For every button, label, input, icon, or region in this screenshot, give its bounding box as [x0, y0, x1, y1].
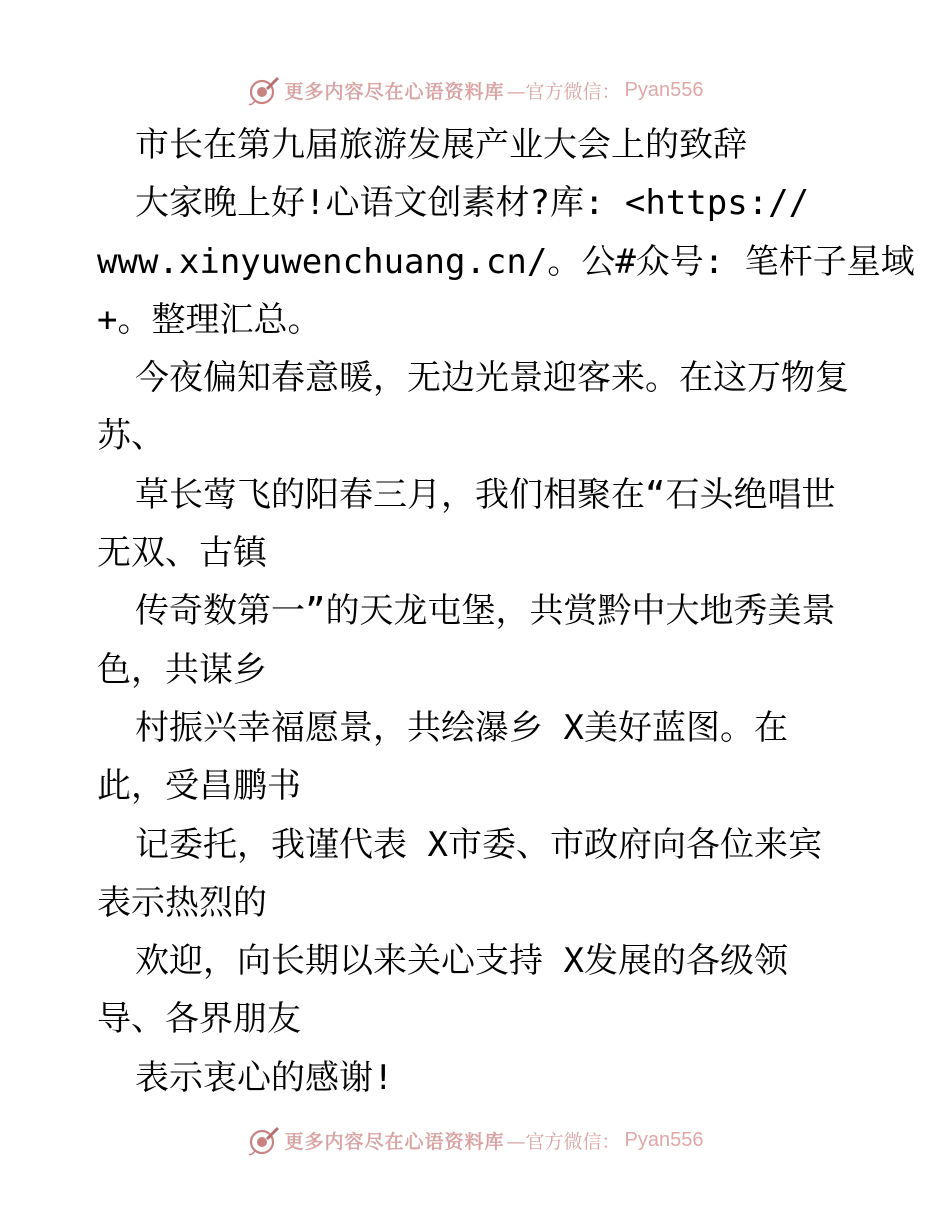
document-title: 市长在第九届旅游发展产业大会上的致辞 [135, 125, 747, 165]
document-body [97, 116, 915, 1107]
text-line: 传奇数第一”的天龙屯堡，共赏黔中大地秀美景 [135, 591, 836, 632]
text-line: 苏、 [97, 416, 165, 457]
text-line: 无双、古镇 [97, 533, 267, 574]
pen-logo-icon [247, 1123, 281, 1157]
text-line: 今夜偏知春意暖，无边光景迎客来。在这万物复 [135, 358, 849, 399]
text-line: 大家晚上好!心语文创素材?库: <https:// [135, 183, 810, 224]
watermark-wechat-id: Pyan556 [624, 1128, 704, 1151]
text-line: 欢迎，向长期以来关心支持 X发展的各级领 [135, 941, 788, 982]
text-line: +。整理汇总。 [97, 299, 322, 340]
text-line: 村振兴幸福愿景，共绘瀑乡 X美好蓝图。在 [135, 707, 788, 748]
footer-watermark [0, 1120, 950, 1160]
watermark-main-text: 更多内容尽在心语资料库 [284, 80, 505, 103]
watermark-tail-text: —官方微信： [506, 1130, 621, 1153]
text-line: 草长莺飞的阳春三月，我们相聚在“石头绝唱世 [135, 474, 836, 515]
watermark-wechat-id: Pyan556 [624, 78, 704, 101]
watermark-main-text: 更多内容尽在心语资料库 [284, 1130, 505, 1153]
text-line: 表示衷心的感谢! [135, 1057, 394, 1098]
pen-logo-icon [247, 73, 281, 107]
header-watermark [0, 70, 950, 110]
text-line: 此，受昌鹏书 [97, 766, 301, 807]
text-line: 导、各界朋友 [97, 999, 301, 1040]
text-line: 记委托，我谨代表 X市委、市政府向各位来宾 [135, 824, 822, 865]
text-line: 表示热烈的 [97, 882, 267, 923]
text-line: www.xinyuwenchuang.cn/。公#众号: 笔杆子星域 [97, 241, 915, 282]
watermark-tail-text: —官方微信： [506, 80, 621, 103]
text-line: 色，共谋乡 [97, 649, 267, 690]
